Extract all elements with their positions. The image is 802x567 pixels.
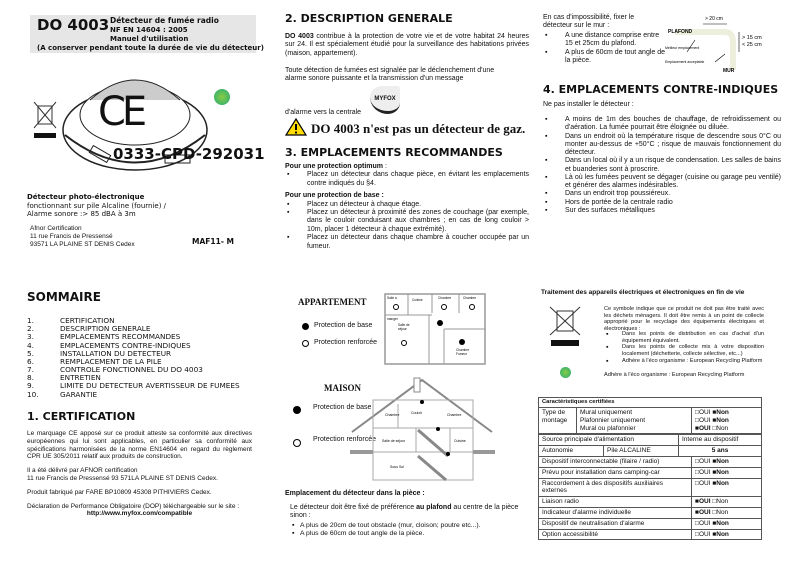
list-item: ▪ Dans un endroit trop poussiéreux. <box>543 190 781 198</box>
list-item: ▪ Dans un local où il y a un risque de condensation. Les salles de bains et buanderies sont à proscrire. <box>543 157 781 174</box>
list-item: ▪ Placez un détecteur dans chaque chambre à coucher occupée par un fumeur. <box>285 234 529 251</box>
room-label: Cuisine <box>454 439 466 443</box>
table-row <box>539 435 762 446</box>
row-label: Dispositif interconnectable (filaire / radio) <box>539 456 692 467</box>
mount-label: Type de montage <box>539 407 577 433</box>
non-label: Non <box>716 424 729 432</box>
section-2-title: 2. DESCRIPTION GENERALE <box>285 12 453 25</box>
toc-label: GARANTIE <box>60 389 98 399</box>
appartement-title: APPARTEMENT <box>298 297 367 307</box>
room-label: Chambre <box>385 413 400 417</box>
sommaire-title: SOMMAIRE <box>27 290 101 304</box>
mount-option: Plafonnier uniquement <box>580 416 646 424</box>
room-label: Salle à <box>387 296 397 300</box>
row-label: Option accessibilité <box>539 529 692 540</box>
unchecked-box-icon: □ <box>712 508 717 516</box>
placement-text-a: Le détecteur doit être fixé de préférence <box>290 504 417 511</box>
norm: NF EN 14604 : 2005 <box>110 26 188 34</box>
placement-bold: au plafond <box>416 504 452 511</box>
optimum-label-text: Pour une protection optimum <box>285 163 383 170</box>
unchecked-box-icon: □ <box>712 498 717 506</box>
checked-box-icon: ■ <box>712 479 717 487</box>
toc-number: 6. <box>27 356 34 366</box>
weee-title: Traitement des appareils électriques et électroniques en fin de vie <box>541 289 745 296</box>
manual-label: Manuel d'utilisation <box>110 35 189 43</box>
dop-link[interactable]: http://www.myfox.com/compatible <box>86 510 193 518</box>
afnor-line: 93571 LA PLAINE ST DENIS Cedex <box>30 241 135 249</box>
list-item: ▪ Adhère à l'éco organisme : European Recycling Platform <box>604 358 764 365</box>
toc-label: ENTRETIEN <box>60 373 101 383</box>
room-label: Sous Sol <box>390 465 405 469</box>
autonomy-type: Pile ALCALINE <box>604 446 679 457</box>
list-item: ▪ A plus de 60cm de tout angle de la pièce. <box>290 530 530 538</box>
s2-paragraph-1 <box>285 33 529 58</box>
unchecked-box-icon: □ <box>695 530 699 538</box>
wall-intro: En cas d'impossibilité, fixer le détecteur sur le mur : <box>543 14 635 30</box>
oui-label: OUI <box>698 416 711 424</box>
table-of-contents <box>27 317 240 399</box>
toc-number: 4. <box>27 340 34 350</box>
table-row <box>539 518 762 529</box>
non-label: Non <box>716 408 729 416</box>
table-row <box>539 407 762 433</box>
checked-box-icon: ■ <box>712 408 717 416</box>
toc-label: INSTALLATION DU DETECTEUR <box>60 348 172 358</box>
non-label: Non <box>716 416 729 424</box>
filled-dot-icon <box>293 406 301 414</box>
legend-label: Protection renforcée <box>314 339 378 346</box>
product-name: Détecteur de fumée radio <box>110 16 219 25</box>
toc-label: CONTROLE FONCTIONNEL DU DO 4003 <box>60 365 203 375</box>
toc-label: EMPLACEMENTS RECOMMANDES <box>60 332 181 342</box>
legend-label: Protection de base <box>313 404 372 411</box>
toc-number: 8. <box>27 373 34 383</box>
non-label: Non <box>716 519 729 527</box>
weee-list <box>604 331 764 365</box>
certification-code: 0333-CPD-292031 <box>113 145 265 163</box>
checked-box-icon: ■ <box>712 519 717 527</box>
empty-dot-icon <box>293 439 301 447</box>
recycling-icon <box>560 367 571 378</box>
s1-paragraph: 11 rue Francis de Pressensé 93 571LA PLAINE ST DENIS Cedex. <box>27 474 218 482</box>
maison-title: MAISON <box>324 383 362 393</box>
list-item: ▪ Hors de portée de la centrale radio <box>543 199 781 207</box>
checked-box-icon: ■ <box>712 416 717 424</box>
wall-mount-diagram <box>665 12 765 74</box>
eco-organism: Adhère à l'éco organisme : European Recycling Platform <box>604 372 745 378</box>
detector-type: Détecteur photo-électronique <box>27 193 145 201</box>
checked-box-icon: ■ <box>712 468 717 476</box>
non-label: Non <box>716 479 729 487</box>
afnor-line: Afnor Certification <box>30 225 82 232</box>
checked-box-icon: ■ <box>695 498 699 506</box>
table-row <box>539 497 762 508</box>
list-item: ▪ Placez un détecteur à proximité des zones de couchage (par exemple, dans le couloir conduisant aux chambres ; en cas de long couloir > 10m, placer 1 détecteur à chaque extrémité). <box>285 209 529 234</box>
diagram-mur: MUR <box>723 68 735 74</box>
section-4-title: 4. EMPLACEMENTS CONTRE-INDIQUES <box>543 83 779 96</box>
placement-text <box>290 504 520 521</box>
oui-label: OUI <box>698 468 711 476</box>
s1-paragraph: Il a été délivré par AFNOR certification <box>27 467 138 475</box>
diagram-plafond: PLAFOND <box>668 29 693 35</box>
non-label: Non <box>716 498 729 506</box>
unchecked-box-icon: □ <box>695 408 699 416</box>
room-label: Salle de séjour <box>382 439 406 443</box>
checked-box-icon: ■ <box>695 424 699 432</box>
toc-item[interactable] <box>27 366 240 374</box>
oui-label: OUI <box>698 508 711 516</box>
room-label: Chambre <box>438 296 452 300</box>
s4-intro: Ne pas installer le détecteur : <box>543 101 634 108</box>
certified-characteristics-table <box>538 397 762 540</box>
oui-label: OUI <box>698 498 711 506</box>
legend-renf <box>302 339 377 347</box>
non-label: Non <box>716 468 729 476</box>
apartment-floorplan <box>384 293 486 365</box>
s1-paragraph: Déclaration de Performance Obligatoire (DOP) téléchargeable sur le site : <box>27 502 240 510</box>
oui-label: OUI <box>698 457 711 465</box>
oui-label: OUI <box>698 519 711 527</box>
section-1-title: 1. CERTIFICATION <box>27 410 136 423</box>
wall-list <box>543 32 668 66</box>
autonomy-value: 5 ans <box>679 446 762 457</box>
toc-label: REMPLACEMENT DE LA PILE <box>60 356 162 366</box>
s1-content <box>27 430 252 518</box>
non-label: Non <box>716 530 729 538</box>
source-value: Interne au dispositif <box>679 435 762 446</box>
toc-item[interactable] <box>27 391 240 399</box>
toc-number: 2. <box>27 324 34 334</box>
s2-text: contribue à la protection de votre vie et de votre habitat 24 heures sur 24. Il est spécialement étudié pour la surveillance des habitations privées (maison, appartement). <box>285 33 529 57</box>
room-label: Salle de <box>398 323 410 327</box>
checked-box-icon: ■ <box>695 508 699 516</box>
toc-number: 9. <box>27 381 34 391</box>
oui-label: OUI <box>698 424 711 432</box>
s1-paragraph: Produit fabriqué par FARE BP10809 45308 PITHIVIERS Cedex. <box>27 488 212 496</box>
mount-option: Mural ou plafonnier <box>580 424 636 432</box>
base-label: Pour une protection de base : <box>285 192 384 200</box>
s3-content <box>285 163 529 251</box>
unchecked-box-icon: □ <box>712 424 717 432</box>
oui-label: OUI <box>698 479 711 487</box>
toc-number: 10. <box>27 389 39 399</box>
mount-option: Mural uniquement <box>580 408 633 416</box>
checked-box-icon: ■ <box>712 457 717 465</box>
oui-label: OUI <box>698 408 711 416</box>
myfox-logo <box>370 86 400 114</box>
source-label: Source principale d'alimentation <box>539 435 679 446</box>
autonomy-label: Autonomie <box>539 446 604 457</box>
optimum-label: Pour une protection optimum : <box>285 163 387 170</box>
weee-text: Ce symbole indique que ce produit ne doit pas être traité avec les déchets ménagers. Il doit être remis à un point de collecte approprié pour le recyclage des équipements électriques et électroniques : <box>604 306 764 333</box>
diagram-ok: Emplacement acceptable <box>665 60 705 64</box>
recycling-icon <box>214 89 230 105</box>
row-label: Prévu pour installation dans camping-car <box>539 467 692 478</box>
s2-paragraph-2: Toute détection de fumées est signalée par le déclenchement d'une alarme sonore puissante et la transmission d'un message <box>285 67 495 83</box>
oui-label: OUI <box>698 530 711 538</box>
row-label: Dispositif de neutralisation d'alarme <box>539 518 692 529</box>
list-item: ▪ A moins de 1m des bouches de chauffage, de refroidissement ou d'aération. La fumée pourrait être éloignée ou diluée. <box>543 116 781 133</box>
table-row <box>539 446 762 457</box>
room-label: Cuisine <box>412 298 423 302</box>
row-label: Indicateur d'alarme individuelle <box>539 507 692 518</box>
toc-number: 3. <box>27 332 34 342</box>
unchecked-box-icon: □ <box>695 519 699 527</box>
gas-warning: DO 4003 n'est pas un détecteur de gaz. <box>311 121 526 136</box>
unchecked-box-icon: □ <box>695 416 699 424</box>
toc-number: 5. <box>27 348 34 358</box>
placement-text-b: au centre de la pièce sinon : <box>290 504 519 520</box>
legend-label: Protection de base <box>314 322 373 329</box>
section-3-title: 3. EMPLACEMENTS RECOMMANDES <box>285 146 503 159</box>
list-item: ▪ Dans les points de collecte mis à votre disposition localement (déchetterie, collecte sélective, etc...) <box>604 344 764 357</box>
checked-box-icon: ■ <box>712 530 717 538</box>
list-item: ▪ Placez un détecteur dans chaque pièce, en évitant les emplacements contre indiqués du §4. <box>285 171 529 188</box>
room-label: manger <box>387 317 398 321</box>
toc-number: 7. <box>27 365 34 375</box>
list-item: ▪ Dans un endroit où la température risque de descendre sous 0°C ou monter au-dessus de +50°C ; risque de mauvais fonctionnement du détecteur. <box>543 133 781 158</box>
house-cross-section <box>350 376 495 482</box>
placement-list <box>290 522 530 538</box>
filled-dot-icon <box>302 323 309 330</box>
toc-label: LIMITE DU DETECTEUR AVERTISSEUR DE FUMEES <box>60 381 240 391</box>
room-label: Couloir <box>411 411 423 415</box>
list-item: ▪ Sur des surfaces métalliques <box>543 207 781 215</box>
afnor-address <box>30 225 135 249</box>
non-label: Non <box>716 457 729 465</box>
model-title: DO 4003 <box>37 16 110 34</box>
s4-list <box>543 116 781 215</box>
list-item: ▪ A plus de 60cm de tout angle de la pièce. <box>543 49 668 66</box>
unchecked-box-icon: □ <box>695 468 699 476</box>
row-label: Liaison radio <box>539 497 692 508</box>
placement-title: Emplacement du détecteur dans la pièce : <box>285 490 425 497</box>
room-label: Chambre <box>463 296 477 300</box>
diagram-dist-side1: > 15 cm <box>742 35 762 41</box>
diagram-dist-top: > 20 cm <box>705 16 723 22</box>
table-row <box>539 467 762 478</box>
afnor-line: 11 rue Francis de Pressensé <box>30 233 113 241</box>
list-item: ▪ A une distance comprise entre 15 et 25cm du plafond. <box>543 32 668 49</box>
row-label: Raccordement à des dispositifs auxiliaires externes <box>539 478 692 497</box>
myfox-logo-text: MYFOX <box>374 96 396 102</box>
weee-bin-icon <box>548 305 582 347</box>
empty-dot-icon <box>302 340 309 347</box>
table-row <box>539 478 762 497</box>
ce-mark: CE <box>98 89 144 135</box>
diagram-dist-side2: < 25 cm <box>742 42 762 48</box>
legend-label: Protection renforcée <box>313 436 377 443</box>
table-row <box>539 456 762 467</box>
list-item: ▪ Là où les fumées peuvent se dégager (cuisine ou garage peu ventilé) et générer des alarmes indésirables. <box>543 174 781 191</box>
diagram-best: Meilleur emplacement <box>665 46 700 50</box>
unchecked-box-icon: □ <box>695 479 699 487</box>
list-item: ▪ Placez un détecteur à chaque étage. <box>285 201 529 209</box>
product-reference: MAF11- M <box>192 237 235 246</box>
toc-label: DESCRIPTION GENERALE <box>60 324 151 334</box>
detector-power: fonctionnant sur pile Alcaline (fournie) / <box>27 202 167 210</box>
warning-icon <box>285 118 307 136</box>
table-row <box>539 529 762 540</box>
detector-alarm: Alarme sonore :> 85 dBA à 3m <box>27 210 136 218</box>
s2-paragraph-3: d'alarme vers la centrale <box>285 109 362 116</box>
legend-base <box>302 322 372 330</box>
toc-item[interactable] <box>27 382 240 390</box>
room-label: Chambre <box>447 413 462 417</box>
toc-label: EMPLACEMENTS CONTRE-INDIQUES <box>60 340 191 350</box>
list-item: ▪ A plus de 20cm de tout obstacle (mur, cloison; poutre etc...). <box>290 522 530 530</box>
room-label: Fumeur <box>456 352 467 356</box>
room-label: Chambre <box>456 348 470 352</box>
toc-label: CERTIFICATION <box>60 316 115 325</box>
model-bold: DO 4003 <box>285 33 314 40</box>
room-label: séjour <box>398 327 407 331</box>
non-label: Non <box>716 508 729 516</box>
list-item: ▪ Dans les points de distribution en cas d'achat d'un équipement équivalent. <box>604 331 764 344</box>
s1-paragraph: Le marquage CE apposé sur ce produit atteste sa conformité aux directives européennes qui lui sont applicables, en particulier sa conformité aux spécifications harmonisées de la norme EN14604 en regard du règlement CPR UE 305/2011 relatif aux produits de construction. <box>27 430 252 461</box>
table-row <box>539 507 762 518</box>
weee-bin-icon <box>32 100 58 140</box>
unchecked-box-icon: □ <box>695 457 699 465</box>
toc-number: 1. <box>27 316 34 325</box>
keep-note: (A conserver pendant toute la durée de vie du détecteur) <box>37 44 264 52</box>
table-title: Caractéristiques certifiées <box>539 398 762 408</box>
